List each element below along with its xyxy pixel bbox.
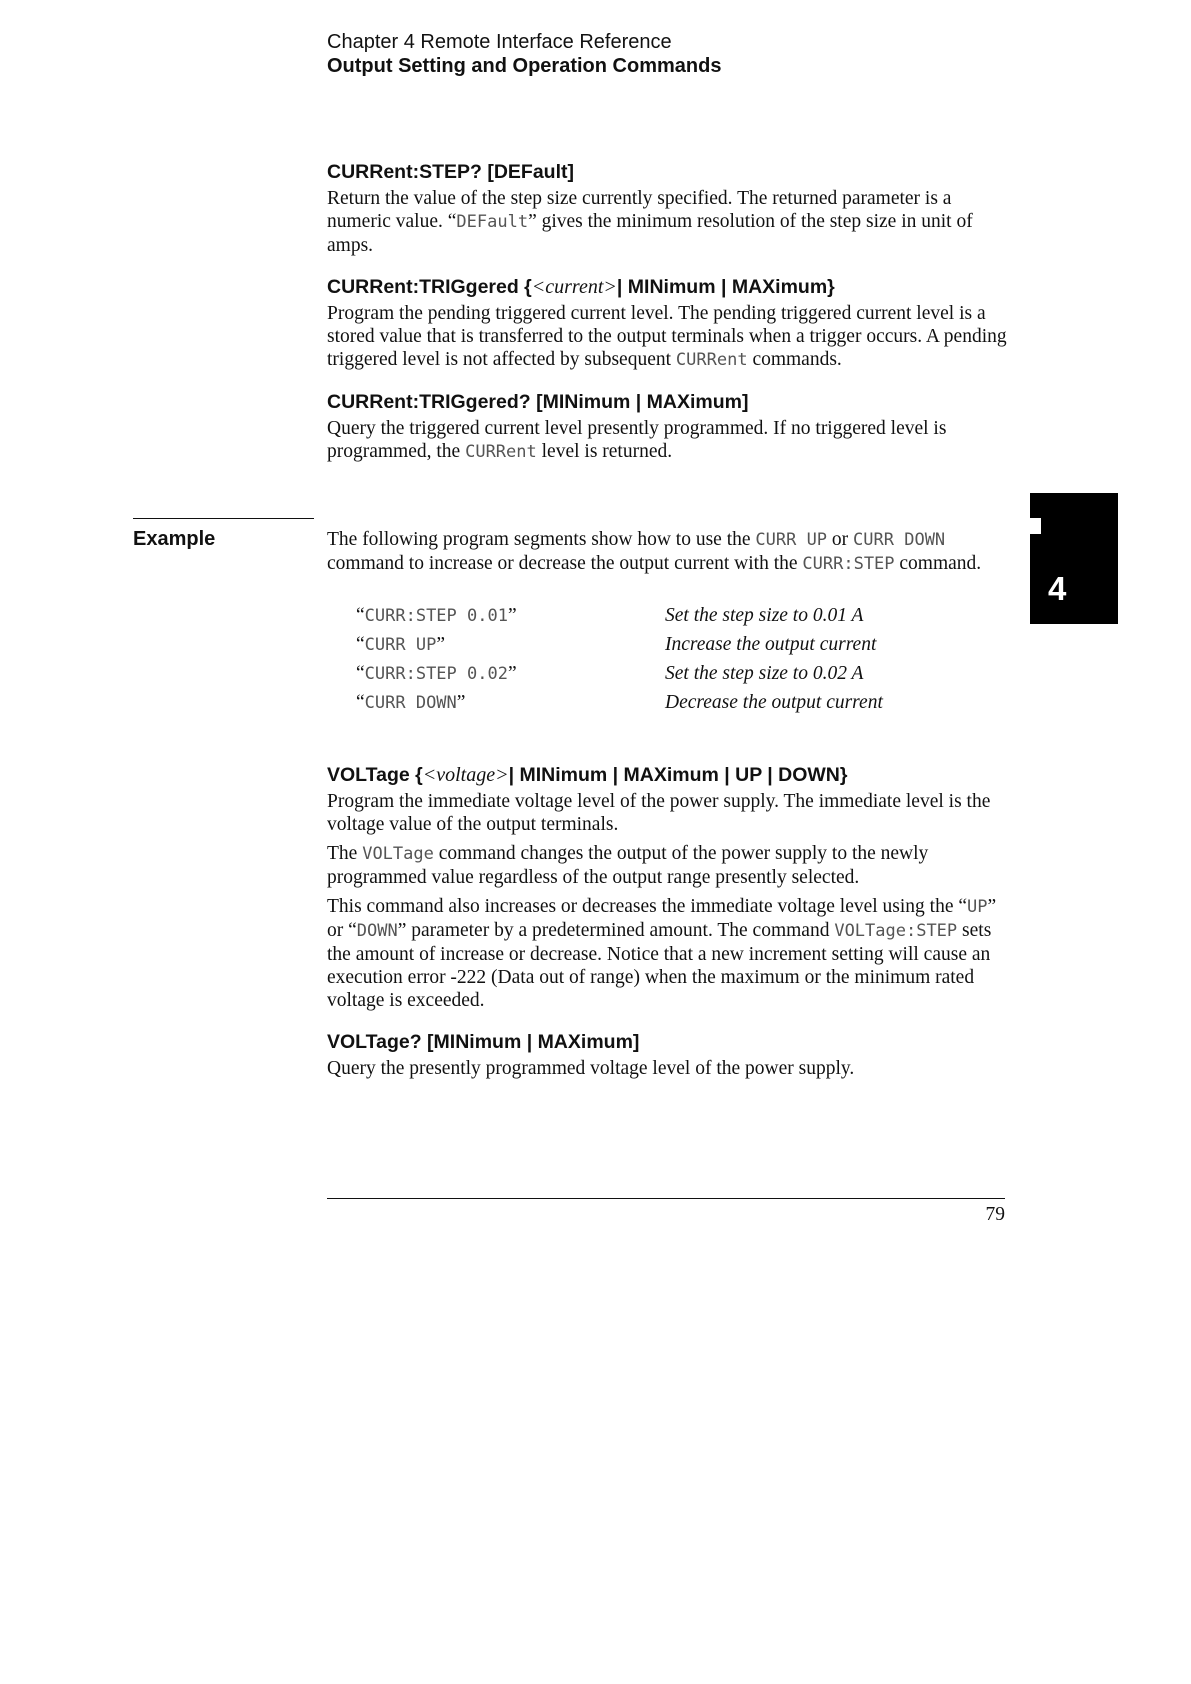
chapter-thumb-tab	[1030, 493, 1118, 624]
example-comment: Decrease the output current	[665, 692, 883, 713]
code-run: CURR UP	[755, 530, 828, 550]
page-number: 79	[985, 1204, 1005, 1225]
curr-step-query-heading: CURRent:STEP? [DEFault]	[327, 161, 574, 183]
text-run: sets the amount of increase or decrease. Notice that a new increment setting will cause an execution error -222 (Data out of range) when the maximum or the minimum rated voltage is exceeded.	[327, 920, 992, 1011]
volt-description-2	[327, 842, 1007, 889]
example-row	[356, 604, 996, 633]
section-title: Output Setting and Operation Commands	[327, 55, 722, 77]
curr-trig-block	[327, 275, 1007, 372]
example-code: “CURR DOWN”	[356, 692, 466, 713]
page-header	[327, 30, 1027, 78]
text-run: The	[327, 843, 363, 864]
chapter-tab-number: 4	[1048, 570, 1067, 607]
code-run: DEFault	[456, 212, 529, 232]
chapter-title: Chapter 4 Remote Interface Reference	[327, 31, 672, 53]
curr-trig-query-block	[327, 390, 1007, 464]
curr-trig-query-description	[327, 417, 1007, 464]
heading-suffix: | MINimum | MAXimum | UP | DOWN}	[508, 764, 848, 786]
text-run: ” parameter by a predetermined amount. The command	[397, 920, 835, 941]
text-run: This command also increases or decreases the immediate voltage level using the “	[327, 896, 968, 917]
example-code: “CURR:STEP 0.01”	[356, 605, 517, 626]
heading-param: <current>	[531, 276, 617, 298]
text-run: level is returned.	[536, 441, 673, 462]
curr-trig-query-heading: CURRent:TRIGgered? [MINimum | MAXimum]	[327, 391, 749, 413]
text-run: ” or “	[327, 896, 997, 941]
code-run: CURRent	[465, 442, 537, 462]
code-run: CURR DOWN	[853, 530, 946, 550]
code-run: CURR DOWN	[364, 693, 457, 713]
footer-divider	[327, 1198, 1005, 1199]
example-comment: Increase the output current	[665, 634, 877, 655]
example-row	[356, 691, 996, 720]
example-row	[356, 662, 996, 691]
volt-description-1: Program the immediate voltage level of the power supply. The immediate level is the voltage value of the output terminals.	[327, 791, 991, 835]
heading-prefix: VOLTage {	[327, 764, 423, 786]
text-run: ” gives the minimum resolution of the step size in unit of amps.	[327, 211, 973, 256]
command-list-lower	[327, 763, 1007, 1098]
example-comment: Set the step size to 0.01 A	[665, 605, 864, 626]
example-code: “CURR UP”	[356, 634, 445, 655]
tab-notch	[1030, 518, 1041, 534]
code-run: VOLTage	[362, 844, 434, 864]
volt-block	[327, 763, 1007, 1012]
code-run: CURRent	[675, 350, 748, 370]
code-run: CURR:STEP	[802, 554, 895, 574]
curr-trig-description	[327, 302, 1007, 372]
example-row	[356, 633, 996, 662]
text-run: The following program segments show how to use the	[327, 529, 756, 550]
code-run: CURR:STEP 0.01	[364, 606, 508, 626]
heading-param: <voltage>	[422, 764, 509, 786]
volt-query-heading: VOLTage? [MINimum | MAXimum]	[327, 1031, 640, 1053]
example-code: “CURR:STEP 0.02”	[356, 663, 517, 684]
volt-description-3	[327, 895, 1007, 1012]
text-run: Return the value of the step size currently specified. The returned parameter is a numeric value. “	[327, 188, 952, 232]
curr-step-query-description	[327, 187, 1007, 257]
example-intro	[327, 528, 1007, 576]
code-run: DOWN	[356, 921, 398, 941]
text-run: command.	[894, 553, 982, 574]
heading-prefix: CURRent:TRIGgered {	[327, 276, 532, 298]
code-run: CURR:STEP 0.02	[364, 664, 508, 684]
text-run: Program the pending triggered current level. The pending triggered current level is a stored value that is transferred to the output terminals when a trigger occurs. A pending triggered level is not affected by subsequent	[327, 303, 1007, 370]
volt-query-description: Query the presently programmed voltage level of the power supply.	[327, 1058, 855, 1079]
volt-heading	[327, 763, 1007, 787]
text-run: Query the triggered current level presently programmed. If no triggered level is programmed, the	[327, 418, 947, 462]
example-comment: Set the step size to 0.02 A	[665, 663, 864, 684]
text-run: command to increase or decrease the output current with the	[327, 553, 803, 574]
example-label: Example	[133, 528, 216, 550]
curr-step-query-block	[327, 160, 1007, 257]
example-code-table	[356, 604, 996, 720]
code-run: CURR UP	[364, 635, 437, 655]
heading-suffix: | MINimum | MAXimum}	[616, 276, 835, 298]
volt-query-block	[327, 1030, 1007, 1080]
code-run: VOLTage:STEP	[834, 921, 958, 941]
command-list-upper	[327, 160, 1007, 482]
text-run: or	[827, 529, 854, 550]
text-run: command changes the output of the power supply to the newly programmed value regardless of the output range presently selected.	[327, 843, 929, 888]
code-run: UP	[967, 897, 988, 917]
curr-trig-heading	[327, 275, 1007, 299]
text-run: commands.	[747, 349, 842, 370]
example-divider	[133, 518, 314, 519]
